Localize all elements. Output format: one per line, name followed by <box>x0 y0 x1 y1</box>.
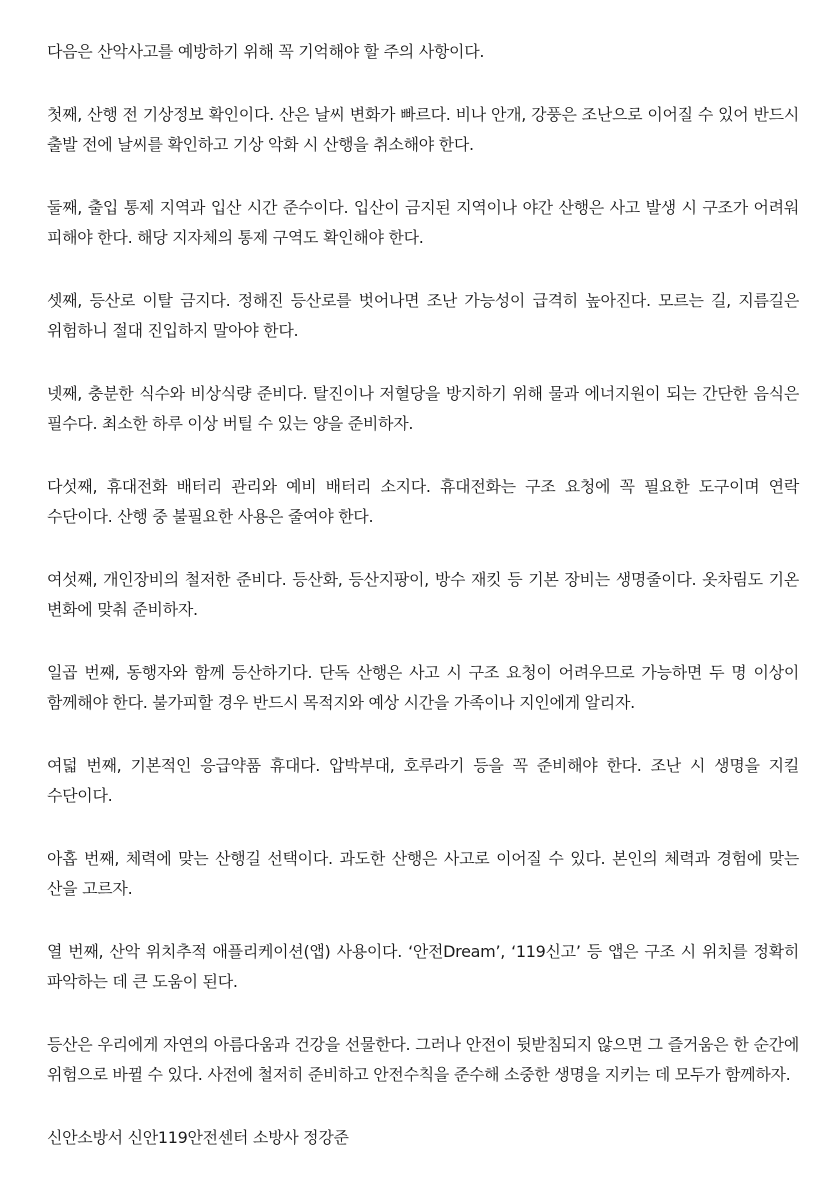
tip-paragraph-9: 아홉 번째, 체력에 맞는 산행길 선택이다. 과도한 산행은 사고로 이어질 수 있다. 본인의 체력과 경험에 맞는 산을 고르자. <box>47 848 799 898</box>
tip-paragraph-4: 넷째, 충분한 식수와 비상식량 준비다. 탈진이나 저혈당을 방지하기 위해 물과 에너지원이 되는 간단한 음식은 필수다. 최소한 하루 이상 버틸 수 있는 양을 준비하자. <box>47 383 799 433</box>
tip-paragraph-5: 다섯째, 휴대전화 배터리 관리와 예비 배터리 소지다. 휴대전화는 구조 요청에 꼭 필요한 도구이며 연락 수단이다. 산행 중 불필요한 사용은 줄여야 한다. <box>47 476 799 526</box>
tip-paragraph-3: 셋째, 등산로 이탈 금지다. 정해진 등산로를 벗어나면 조난 가능성이 급격히 높아진다. 모르는 길, 지름길은 위험하니 절대 진입하지 말아야 한다. <box>47 290 799 340</box>
author-byline: 신안소방서 신안119안전센터 소방사 정강준 <box>47 1127 349 1147</box>
tip-paragraph-6: 여섯째, 개인장비의 철저한 준비다. 등산화, 등산지팡이, 방수 재킷 등 기본 장비는 생명줄이다. 옷차림도 기온 변화에 맞춰 준비하자. <box>47 569 799 619</box>
tip-paragraph-2: 둘째, 출입 통제 지역과 입산 시간 준수이다. 입산이 금지된 지역이나 야간 산행은 사고 발생 시 구조가 어려워 피해야 한다. 해당 지자체의 통제 구역도 확인해야 한다. <box>47 197 799 247</box>
tip-paragraph-1: 첫째, 산행 전 기상정보 확인이다. 산은 날씨 변화가 빠르다. 비나 안개, 강풍은 조난으로 이어질 수 있어 반드시 출발 전에 날씨를 확인하고 기상 악화 시 산행을 취소해야 한다. <box>47 104 799 154</box>
intro-paragraph: 다음은 산악사고를 예방하기 위해 꼭 기억해야 할 주의 사항이다. <box>47 42 485 61</box>
closing-paragraph: 등산은 우리에게 자연의 아름다움과 건강을 선물한다. 그러나 안전이 뒷받침되지 않으면 그 즐거움은 한 순간에 위험으로 바뀔 수 있다. 사전에 철저히 준비하고 안전수칙을 준수해 소중한 생명을 지키는 데 모두가 함께하자. <box>47 1034 799 1084</box>
tip-paragraph-8: 여덟 번째, 기본적인 응급약품 휴대다. 압박부대, 호루라기 등을 꼭 준비해야 한다. 조난 시 생명을 지킬 수단이다. <box>47 755 799 805</box>
tip-paragraph-10: 열 번째, 산악 위치추적 애플리케이션(앱) 사용이다. ‘안전Dream’, ‘119신고’ 등 앱은 구조 시 위치를 정확히 파악하는 데 큰 도움이 된다. <box>47 941 799 991</box>
tip-paragraph-7: 일곱 번째, 동행자와 함께 등산하기다. 단독 산행은 사고 시 구조 요청이 어려우므로 가능하면 두 명 이상이 함께해야 한다. 불가피할 경우 반드시 목적지와 예상 시간을 가족이나 지인에게 알리자. <box>47 662 799 712</box>
